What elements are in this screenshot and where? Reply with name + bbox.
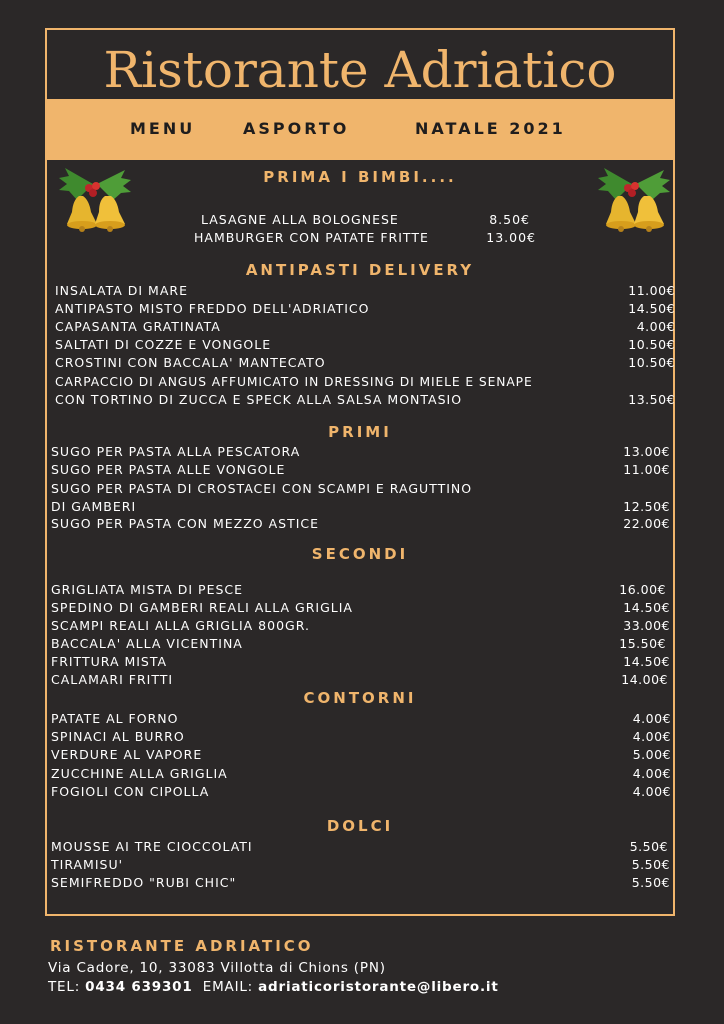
section-title-dolci: DOLCI xyxy=(326,817,394,835)
tel-number[interactable]: 0434 639301 xyxy=(85,979,193,995)
menu-item: SUGO PER PASTA DI CROSTACEI CON SCAMPI E RAGUTTINO xyxy=(51,481,473,496)
menu-item: CALAMARI FRITTI xyxy=(51,672,174,687)
footer-address: Via Cadore, 10, 33083 Villotta di Chions (PN) xyxy=(48,960,386,976)
menu-header-band xyxy=(47,99,673,160)
menu-item: SALTATI DI COZZE E VONGOLE xyxy=(55,337,272,352)
menu-item: FRITTURA MISTA xyxy=(51,654,168,669)
menu-item: CROSTINI CON BACCALA' MANTECATO xyxy=(55,355,326,370)
section-title-primi: PRIMI xyxy=(328,423,392,441)
menu-item: PATATE AL FORNO xyxy=(51,711,179,726)
footer-contact xyxy=(48,979,499,995)
menu-item: SUGO PER PASTA CON MEZZO ASTICE xyxy=(51,516,320,531)
menu-price: 12.50€ xyxy=(623,499,670,514)
menu-item: SEMIFREDDO "RUBI CHIC" xyxy=(51,875,237,890)
band-natale: NATALE 2021 xyxy=(415,119,566,138)
menu-price: 13.50€ xyxy=(628,392,675,407)
menu-price: 5.50€ xyxy=(631,875,670,890)
menu-price: 14.50€ xyxy=(623,600,670,615)
menu-item: GRIGLIATA MISTA DI PESCE xyxy=(51,582,244,597)
menu-price: 33.00€ xyxy=(623,618,670,633)
menu-item: MOUSSE AI TRE CIOCCOLATI xyxy=(51,839,253,854)
menu-price: 4.00€ xyxy=(632,729,671,744)
menu-price: 15.50€ xyxy=(619,636,666,651)
menu-item: TIRAMISU' xyxy=(51,857,124,872)
menu-price: 8.50€ xyxy=(489,212,530,227)
section-title-antipasti: ANTIPASTI DELIVERY xyxy=(245,261,475,279)
menu-price: 13.00€ xyxy=(623,444,670,459)
menu-item: ANTIPASTO MISTO FREDDO DELL'ADRIATICO xyxy=(55,301,370,316)
menu-item: CAPASANTA GRATINATA xyxy=(55,319,221,334)
menu-item: FOGIOLI CON CIPOLLA xyxy=(51,784,210,799)
menu-price: 14.50€ xyxy=(623,654,670,669)
tel-label: TEL: xyxy=(48,979,81,995)
menu-item: SPEDINO DI GAMBERI REALI ALLA GRIGLIA xyxy=(51,600,353,615)
menu-item: SPINACI AL BURRO xyxy=(51,729,185,744)
menu-item: LASAGNE ALLA BOLOGNESE xyxy=(201,212,399,227)
menu-price: 11.00€ xyxy=(628,283,675,298)
email-label: EMAIL: xyxy=(202,979,254,995)
menu-item: CARPACCIO DI ANGUS AFFUMICATO IN DRESSING DI MIELE E SENAPE xyxy=(55,375,533,389)
menu-price: 10.50€ xyxy=(628,337,675,352)
menu-item: CON TORTINO DI ZUCCA E SPECK ALLA SALSA MONTASIO xyxy=(55,392,463,407)
section-title-contorni: CONTORNI xyxy=(303,689,417,707)
menu-price: 5.50€ xyxy=(631,857,670,872)
menu-item: BACCALA' ALLA VICENTINA xyxy=(51,636,243,651)
menu-price: 4.00€ xyxy=(636,319,675,334)
band-asporto: ASPORTO xyxy=(243,119,350,138)
menu-price: 22.00€ xyxy=(623,516,670,531)
menu-item: ZUCCHINE ALLA GRIGLIA xyxy=(51,766,228,781)
menu-price: 4.00€ xyxy=(632,784,671,799)
menu-item: DI GAMBERI xyxy=(51,499,137,514)
menu-price: 5.00€ xyxy=(632,747,671,762)
restaurant-title: Ristorante Adriatico xyxy=(103,41,617,99)
menu-item: SUGO PER PASTA ALLA PESCATORA xyxy=(51,444,301,459)
menu-item: SUGO PER PASTA ALLE VONGOLE xyxy=(51,462,286,477)
menu-price: 4.00€ xyxy=(632,766,671,781)
menu-price: 11.00€ xyxy=(623,462,670,477)
menu-price: 10.50€ xyxy=(628,355,675,370)
menu-price: 16.00€ xyxy=(619,582,666,597)
section-title-secondi: SECONDI xyxy=(311,545,409,563)
menu-price: 5.50€ xyxy=(629,839,668,854)
menu-item: HAMBURGER CON PATATE FRITTE xyxy=(194,230,429,245)
menu-price: 14.00€ xyxy=(621,672,668,687)
menu-item: VERDURE AL VAPORE xyxy=(51,747,203,762)
footer-restaurant-name: RISTORANTE ADRIATICO xyxy=(50,937,314,955)
band-menu: MENU xyxy=(130,119,196,138)
email-address[interactable]: adriaticoristorante@libero.it xyxy=(258,979,499,995)
menu-price: 13.00€ xyxy=(486,230,536,245)
section-title-bimbi: PRIMA I BIMBI.... xyxy=(263,168,457,186)
menu-price: 14.50€ xyxy=(628,301,675,316)
menu-item: SCAMPI REALI ALLA GRIGLIA 800GR. xyxy=(51,618,310,633)
menu-price: 4.00€ xyxy=(632,711,671,726)
menu-item: INSALATA DI MARE xyxy=(55,283,188,298)
